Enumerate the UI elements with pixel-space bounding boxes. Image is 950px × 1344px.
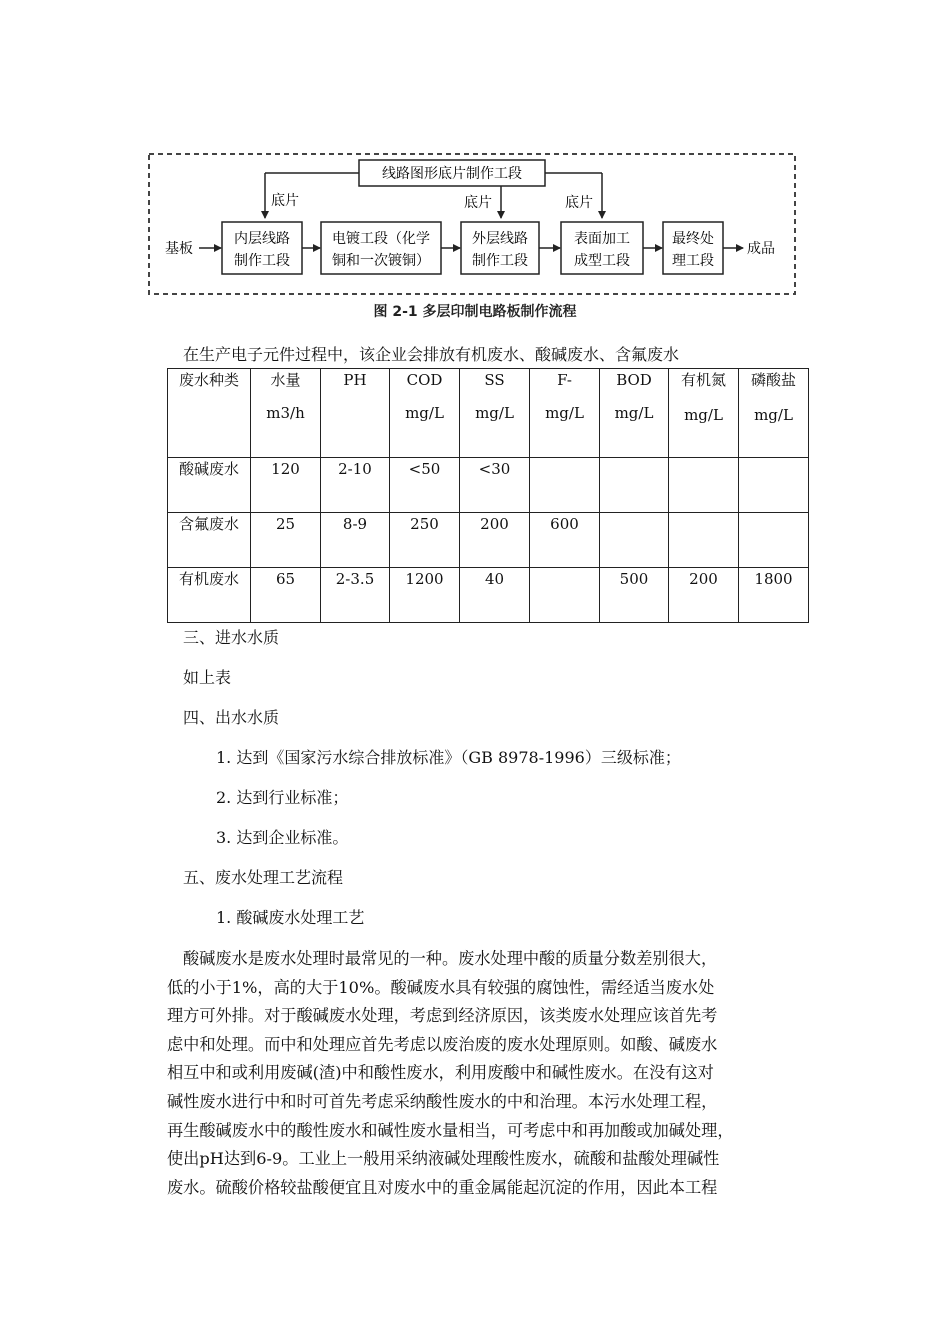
table-cell bbox=[600, 513, 669, 568]
table-cell: 8-9 bbox=[321, 513, 390, 568]
end-label: 成品 bbox=[747, 241, 775, 257]
header-cell: BOD mg/L bbox=[600, 369, 669, 458]
section-5-subtitle: 1. 酸碱废水处理工艺 bbox=[216, 908, 365, 927]
paragraph-line: 酸碱废水是废水处理时最常见的一种。废水处理中酸的质量分数差别很大， bbox=[183, 949, 718, 968]
paragraph-line: 再生酸碱废水中的酸性废水和碱性废水量相当，可考虑中和再加酸或加碱处理， bbox=[167, 1120, 734, 1140]
section-4-item: 3. 达到企业标准。 bbox=[216, 828, 349, 847]
table-row bbox=[168, 458, 809, 513]
table-cell: <50 bbox=[390, 458, 460, 513]
paragraph-line: 理方可外排。对于酸碱废水处理，考虑到经济原因，该类废水处理应该首先考 bbox=[167, 1006, 718, 1026]
table-row bbox=[168, 513, 809, 568]
figure-caption: 图 2-1 多层印制电路板制作流程 bbox=[373, 304, 577, 320]
top-stage-label: 线路图形底片制作工段 bbox=[382, 166, 522, 182]
table-cell bbox=[600, 458, 669, 513]
header-cell: PH bbox=[321, 369, 390, 458]
stage-1-line-1: 内层线路 bbox=[234, 231, 290, 247]
section-5-title: 五、废水处理工艺流程 bbox=[183, 868, 344, 887]
section-3-body: 如上表 bbox=[183, 668, 232, 687]
table-cell bbox=[530, 458, 600, 513]
table-cell bbox=[739, 458, 809, 513]
start-label: 基板 bbox=[165, 241, 193, 257]
stage-3-line-1: 外层线路 bbox=[472, 231, 528, 247]
section-4-item: 1. 达到《国家污水综合排放标准》（GB 8978-1996）三级标准； bbox=[216, 748, 681, 767]
film-label-2: 底片 bbox=[464, 195, 492, 211]
stage-3-line-2: 制作工段 bbox=[472, 253, 528, 269]
stage-4-line-1: 表面加工 bbox=[574, 231, 630, 247]
table-cell bbox=[669, 458, 739, 513]
table-header-row bbox=[168, 369, 809, 458]
intro-text: 在生产电子元件过程中，该企业会排放有机废水、酸碱废水、含氟废水 bbox=[183, 345, 680, 364]
table-cell: 250 bbox=[390, 513, 460, 568]
paragraph-line: 碱性废水进行中和时可首先考虑采纳酸性废水的中和治理。本污水处理工程， bbox=[167, 1091, 718, 1111]
table-cell: <30 bbox=[460, 458, 530, 513]
stage-5-line-1: 最终处 bbox=[672, 231, 714, 247]
table-cell: 1200 bbox=[390, 568, 460, 623]
header-cell: 有机氮 mg/L bbox=[669, 369, 739, 458]
section-4-item: 2. 达到行业标准； bbox=[216, 788, 349, 807]
paragraph-line: 低的小于1%，高的大于10%。酸碱废水具有较强的腐蚀性，需经适当废水处 bbox=[167, 977, 715, 997]
header-cell: 废水种类 bbox=[168, 369, 251, 458]
stage-2-line-2: 铜和一次镀铜） bbox=[332, 253, 430, 269]
film-label-1: 底片 bbox=[271, 193, 299, 209]
table-cell: 600 bbox=[530, 513, 600, 568]
paragraph-line: 相互中和或利用废碱(渣)中和酸性废水，利用废酸中和碱性废水。在没有这对 bbox=[167, 1063, 714, 1083]
header-cell: F- mg/L bbox=[530, 369, 600, 458]
table-cell: 酸碱废水 bbox=[168, 458, 251, 513]
table-cell: 40 bbox=[460, 568, 530, 623]
wastewater-table bbox=[167, 368, 809, 623]
paragraph-line: 废水。硫酸价格较盐酸便宜且对废水中的重金属能起沉淀的作用，因此本工程 bbox=[167, 1177, 718, 1197]
table-cell: 200 bbox=[460, 513, 530, 568]
table-cell: 65 bbox=[251, 568, 321, 623]
table-cell: 2-10 bbox=[321, 458, 390, 513]
section-4-title: 四、出水水质 bbox=[183, 708, 280, 727]
table-cell: 1800 bbox=[739, 568, 809, 623]
header-cell: SS mg/L bbox=[460, 369, 530, 458]
paragraph-line: 使出pH达到6-9。工业上一般用采纳液碱处理酸性废水，硫酸和盐酸处理碱性 bbox=[167, 1149, 720, 1169]
table-cell: 含氟废水 bbox=[168, 513, 251, 568]
table-cell: 120 bbox=[251, 458, 321, 513]
stage-2-line-1: 电镀工段（化学 bbox=[332, 231, 430, 247]
stage-5-line-2: 理工段 bbox=[672, 253, 714, 269]
process-flowchart bbox=[147, 152, 797, 296]
header-cell: 水量 m3/h bbox=[251, 369, 321, 458]
table-cell: 200 bbox=[669, 568, 739, 623]
header-cell: 磷酸盐 mg/L bbox=[739, 369, 809, 458]
table-cell: 2-3.5 bbox=[321, 568, 390, 623]
table-cell: 有机废水 bbox=[168, 568, 251, 623]
table-cell bbox=[739, 513, 809, 568]
table-cell: 500 bbox=[600, 568, 669, 623]
stage-1-line-2: 制作工段 bbox=[234, 253, 290, 269]
table-cell bbox=[669, 513, 739, 568]
film-label-3: 底片 bbox=[565, 195, 593, 211]
header-cell: COD mg/L bbox=[390, 369, 460, 458]
section-3-title: 三、进水水质 bbox=[183, 628, 280, 647]
paragraph-line: 虑中和处理。而中和处理应首先考虑以废治废的废水处理原则。如酸、碱废水 bbox=[167, 1034, 718, 1054]
table-cell: 25 bbox=[251, 513, 321, 568]
body-paragraph bbox=[167, 945, 817, 1202]
table-cell bbox=[530, 568, 600, 623]
stage-4-line-2: 成型工段 bbox=[574, 253, 630, 269]
table-row bbox=[168, 568, 809, 623]
